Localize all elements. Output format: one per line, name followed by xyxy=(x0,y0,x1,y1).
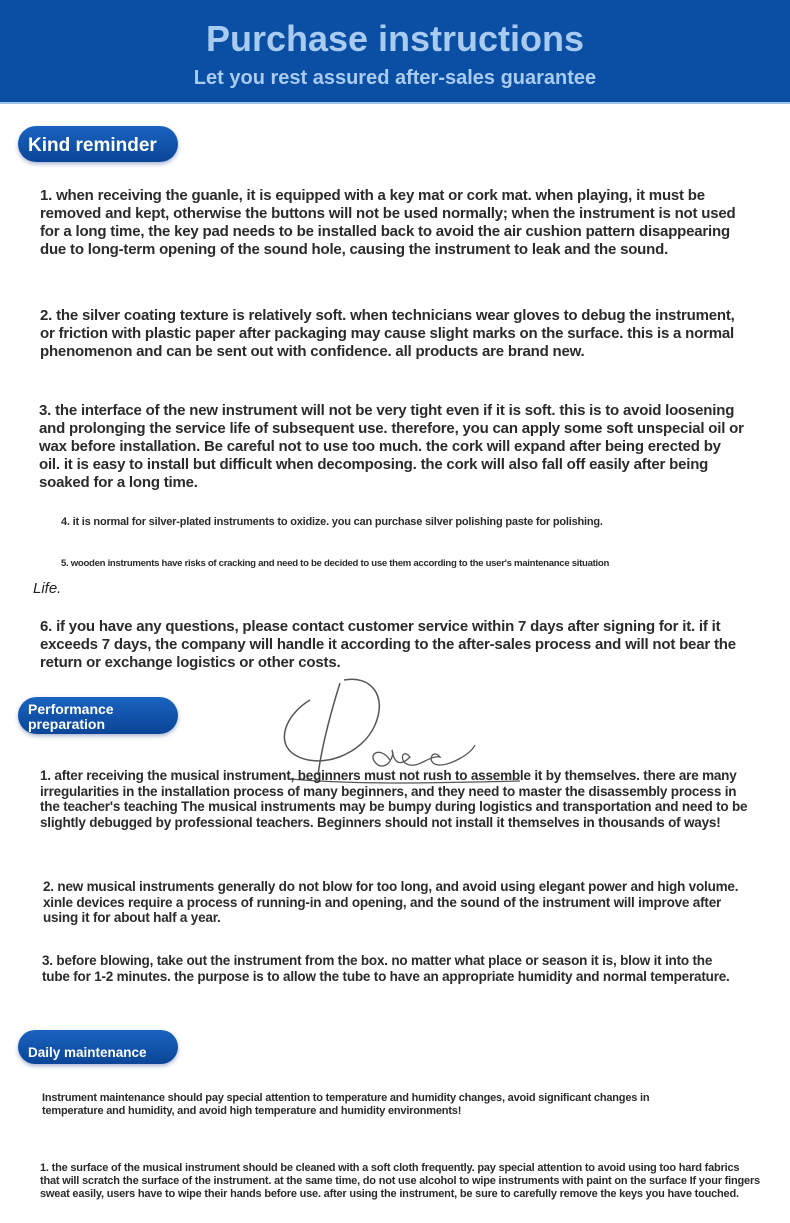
reminder-item-5-continuation: Life. xyxy=(33,580,62,597)
page-title: Purchase instructions xyxy=(205,18,585,59)
daily-item-1: 1. the surface of the musical instrument should be cleaned with a soft cloth frequently. pay special attention to avoid using too hard fabrics that will scratch the surface of the instrument. at the same time, do not use alcohol to wipe instruments with paint on the surface If your fingers sweat easily, users have to wipe their hands before use. after using the instrument, be sure to carefully remove the keys you have touched. xyxy=(40,1162,760,1200)
reminder-item-3: 3. the interface of the new instrument will not be very tight even if it is soft. this is to avoid loosening and prolonging the service life of subsequent use. therefore, you can apply some soft unspecial oil or wax before installation. Be careful not to use too much. the cork will expand after being erected by oil. it is easy to install but difficult when decomposing. the cork will also fall off easily after being soaked for a long time. xyxy=(39,402,744,491)
reminder-item-6: 6. if you have any questions, please contact customer service within 7 days after signing for it. if it exceeds 7 days, the company will handle it according to the after-sales process and will not bear the return or exchange logistics or other costs. xyxy=(40,618,736,671)
performance-item-1: 1. after receiving the musical instrument, beginners must not rush to assemble it by themselves. there are many irregularities in the installation process of many beginners, and they need to master the disassembly process in the teacher's teaching The musical instruments may be bumpy during logistics and transportation and need to be slightly debugged by professional teachers. Beginners should not install it themselves in thousands of ways! xyxy=(40,768,748,830)
section-label-kind-reminder: Kind reminder xyxy=(18,126,178,162)
reminder-item-2: 2. the silver coating texture is relatively soft. when technicians wear gloves to debug the instrument, or friction with plastic paper after packaging may cause slight marks on the surface. this is a normal phenomenon and can be sent out with confidence. all products are brand new. xyxy=(40,307,735,360)
section-label-daily-maintenance: Daily maintenance xyxy=(18,1030,178,1064)
reminder-item-1: 1. when receiving the guanle, it is equipped with a key mat or cork mat. when playing, it must be removed and kept, otherwise the buttons will not be used normally; when the instrument is not used for a long time, the key pad needs to be installed back to avoid the air cushion pattern disappearing due to long-term opening of the sound hole, causing the instrument to leak and the sound. xyxy=(40,187,736,258)
reminder-item-4: 4. it is normal for silver-plated instruments to oxidize. you can purchase silver polishing paste for polishing. xyxy=(61,516,603,528)
performance-item-3: 3. before blowing, take out the instrument from the box. no matter what place or season it is, blow it into the tube for 1-2 minutes. the purpose is to allow the tube to have an appropriate humidity and normal temperature. xyxy=(42,953,730,984)
performance-item-2: 2. new musical instruments generally do not blow for too long, and avoid using elegant power and high volume. xinle devices require a process of running-in and opening, and the sound of the instrument will improve after using it for about half a year. xyxy=(43,879,739,925)
daily-intro: Instrument maintenance should pay special attention to temperature and humidity changes, avoid significant changes in temperature and humidity, and avoid high temperature and humidity environments! xyxy=(42,1092,650,1117)
reminder-item-5: 5. wooden instruments have risks of cracking and need to be decided to use them according to the user's maintenance situation xyxy=(61,558,610,569)
header-banner xyxy=(0,0,790,104)
section-label-performance: Performance preparation xyxy=(18,697,178,734)
page-subtitle: Let you rest assured after-sales guarantee xyxy=(193,67,597,89)
